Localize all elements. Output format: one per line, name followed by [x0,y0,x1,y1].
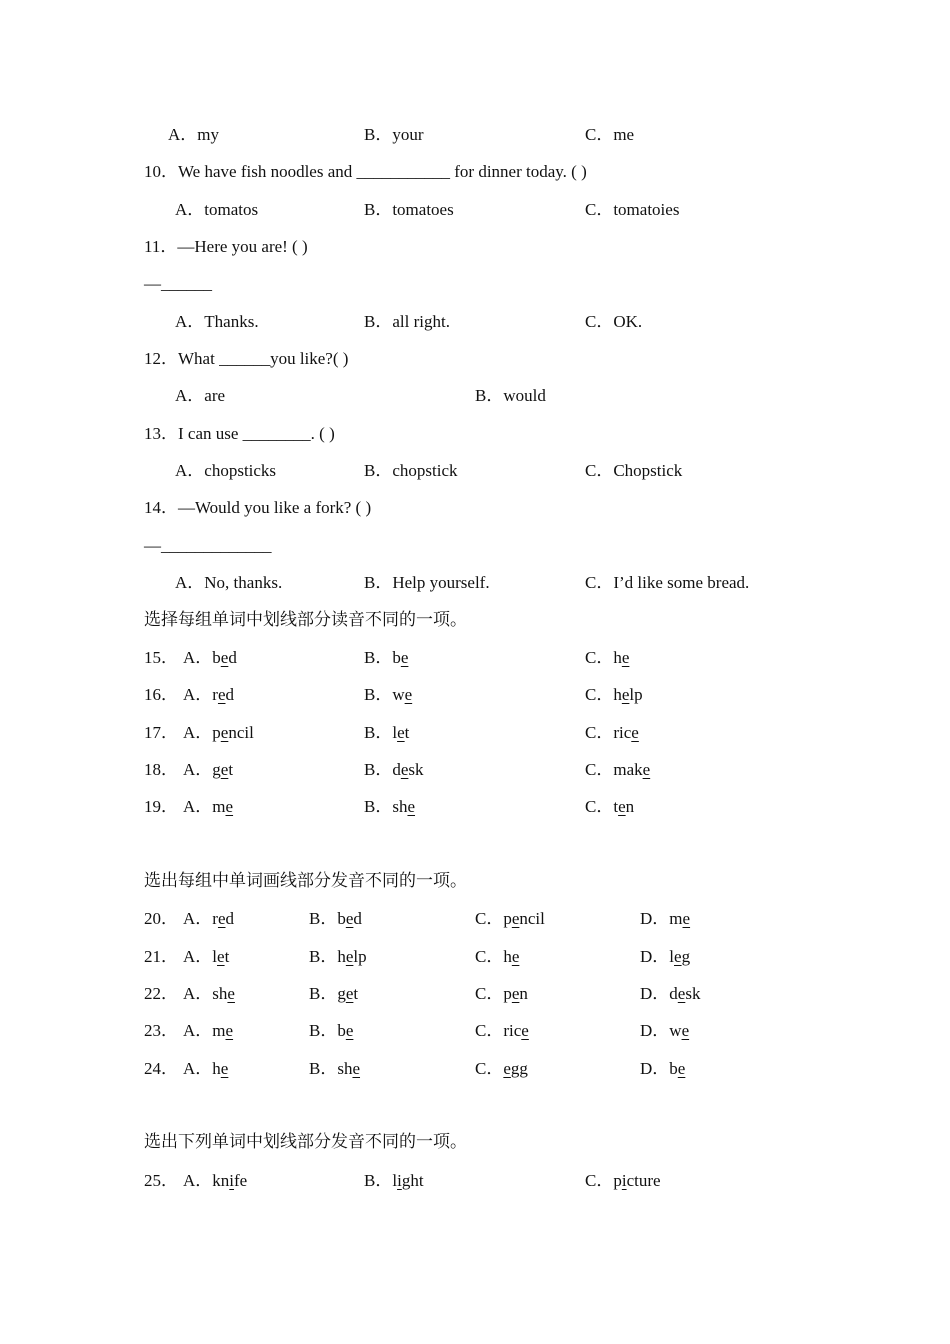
underlined-letters: e [618,797,626,816]
option-letter: B． [309,984,338,1003]
option-a [183,1019,233,1043]
option-d [640,1019,689,1043]
underlined-letters: e [352,1059,361,1078]
question-row [0,1169,950,1193]
option-c [585,758,650,782]
word-part: d [228,648,237,667]
option-b [364,1169,424,1193]
option-b: B．your [364,125,424,144]
option-c: C．OK. [585,312,643,331]
option-c [475,907,545,931]
underlined-letters: e [345,909,354,928]
word-part: n [519,984,528,1003]
option-b: B．all right. [364,312,450,331]
q11-options [0,310,950,334]
word-part: w [669,1021,682,1040]
word-part: p [503,909,512,928]
q13-stem-line [0,422,950,446]
q10-stem: 10．We have fish noodles and ___________ for dinner today. ( ) [144,162,587,181]
option-letter: C． [475,1021,504,1040]
q10-options [0,198,950,222]
option-a [183,1057,228,1081]
word-part: r [212,685,218,704]
option-letter: C． [475,1059,504,1078]
option-a: A．are [175,386,226,405]
word-part: t [228,760,234,779]
underlined-letters: e [621,648,630,667]
question-number: 18． [144,760,178,779]
word-part: l [212,947,218,966]
word-part: g [681,947,691,966]
underlined-letters: e [521,1021,529,1040]
option-c [585,683,643,707]
option-letter: A． [183,909,213,928]
underlined-letters: e [220,1059,229,1078]
option-a [183,683,234,707]
option-a [183,795,233,819]
option-a [183,982,235,1006]
word-part: b [669,1059,678,1078]
question-number: 23． [144,1021,178,1040]
option-a [183,721,254,745]
option-letter: A． [183,648,213,667]
underlined-letters: e [511,947,520,966]
q12-options [0,384,950,408]
option-letter: D． [640,1059,670,1078]
option-c [585,721,639,745]
option-letter: A． [183,760,213,779]
option-b [364,646,408,670]
option-c [585,646,629,670]
option-letter: D． [640,984,670,1003]
word-part: sh [337,1059,353,1078]
q14-stem: 14．—Would you like a fork? ( ) [144,498,372,517]
option-b: B．tomatoes [364,200,454,219]
word-part: t [613,797,619,816]
question-number: 17． [144,723,178,742]
option-b [364,795,415,819]
word-part: lp [353,947,367,966]
option-a: A．tomatos [175,200,259,219]
option-letter: C． [585,797,614,816]
option-letter: A． [183,723,213,742]
option-c: C．I’d like some bread. [585,573,750,592]
option-letter: C． [585,760,614,779]
q11-response-blank: —______ [144,274,212,293]
word-part: t [224,947,230,966]
option-letter: C． [475,947,504,966]
option-b [364,758,424,782]
q11-response-line [0,272,950,296]
word-part: ric [503,1021,522,1040]
question-row [0,1057,950,1081]
option-letter: D． [640,1021,670,1040]
q11-stem: 11．—Here you are! ( ) [144,237,308,256]
option-letter: B． [309,947,338,966]
word-part: h [337,947,346,966]
section2-heading-line [0,869,950,893]
underlined-letters: e [220,760,229,779]
word-part: h [212,1059,221,1078]
q14-response-blank: —_____________ [144,536,272,555]
word-part: l [392,723,398,742]
q14-response-line [0,534,950,558]
word-part: lp [629,685,643,704]
option-a [183,945,229,969]
word-part: m [212,1021,226,1040]
question-number: 25． [144,1171,178,1190]
option-letter: A． [183,685,213,704]
option-a: A．Thanks. [175,312,259,331]
option-a: A．No, thanks. [175,573,283,592]
underlined-letters: e [217,909,226,928]
word-part: ric [613,723,632,742]
question-number: 16． [144,685,178,704]
underlined-letters: e [220,648,229,667]
underlined-letters: e [642,760,651,779]
word-part: g [337,984,346,1003]
q12-stem: 12．What ______you like?( ) [144,349,349,368]
word-part: mak [613,760,643,779]
underlined-letters: i [621,1171,627,1190]
option-b: B．chopstick [364,461,458,480]
option-d [640,1057,685,1081]
word-part: h [503,947,512,966]
underlined-letters: e [400,648,409,667]
option-d [640,907,690,931]
section3-heading-line [0,1130,950,1154]
word-part: sh [212,984,228,1003]
word-part: l [669,947,675,966]
word-part: cture [626,1171,661,1190]
q9-options [0,123,950,147]
option-a [183,907,234,931]
option-c [475,1019,529,1043]
question-number: 21． [144,947,178,966]
word-part: kn [212,1171,230,1190]
section1-heading-line [0,608,950,632]
word-part: b [337,1021,346,1040]
option-a: A．my [168,125,219,144]
underlined-letters: e [674,947,682,966]
option-letter: C． [585,1171,614,1190]
option-c: C．Chopstick [585,461,683,480]
underlined-letters: i [229,1171,235,1190]
option-letter: D． [640,909,670,928]
question-row [0,982,950,1006]
word-part: m [669,909,683,928]
word-part: b [337,909,346,928]
option-letter: D． [640,947,670,966]
option-letter: B． [364,685,393,704]
question-row [0,907,950,931]
option-b: B．Help yourself. [364,573,490,592]
option-letter: C． [585,648,614,667]
question-number: 15． [144,648,178,667]
question-number: 24． [144,1059,178,1078]
question-row [0,1019,950,1043]
word-part: sk [685,984,701,1003]
option-a [183,758,233,782]
section-heading: 选出下列单词中划线部分发音不同的一项。 [144,1132,467,1151]
underlined-letters: e [217,685,226,704]
option-letter: C． [585,723,614,742]
question-number: 22． [144,984,178,1003]
underlined-letters: e [681,1021,690,1040]
option-letter: A． [183,797,213,816]
underlined-letters: e [407,797,416,816]
underlined-letters: e [400,760,409,779]
q13-options [0,459,950,483]
word-part: d [353,909,362,928]
underlined-letters: e [220,723,229,742]
word-part: ncil [519,909,545,928]
question-row [0,795,950,819]
word-part: p [613,1171,622,1190]
option-letter: A． [183,1059,213,1078]
option-letter: A． [183,1171,213,1190]
underlined-letters: e [345,984,354,1003]
word-part: d [225,909,234,928]
option-letter: B． [364,1171,393,1190]
underlined-letters: e [511,984,520,1003]
question-row [0,646,950,670]
word-part: fe [234,1171,248,1190]
underlined-letters: e [227,984,235,1003]
option-c [475,982,528,1006]
option-letter: C． [475,984,504,1003]
option-d [640,982,700,1006]
option-letter: C． [475,909,504,928]
word-part: l [392,1171,398,1190]
question-row [0,683,950,707]
underlined-letters: e [225,1021,234,1040]
option-c [585,1169,661,1193]
option-c: C．tomatoies [585,200,680,219]
section-heading: 选出每组中单词画线部分发音不同的一项。 [144,871,467,890]
option-b: B．would [475,386,546,405]
option-letter: B． [309,1059,338,1078]
option-letter: B． [364,723,393,742]
q14-stem-line [0,496,950,520]
option-letter: B． [364,797,393,816]
question-row [0,945,950,969]
option-a [183,646,237,670]
option-letter: C． [585,685,614,704]
word-part: d [669,984,678,1003]
word-part: g [212,760,221,779]
word-part: w [392,685,405,704]
option-c [475,1057,528,1081]
underlined-letters: e [677,984,686,1003]
question-row [0,758,950,782]
option-letter: A． [183,984,213,1003]
option-b [309,982,358,1006]
q13-stem: 13．I can use ________. ( ) [144,424,335,443]
option-b [364,683,412,707]
word-part: t [404,723,410,742]
option-b [309,907,362,931]
underlined-letters: e [404,685,413,704]
word-part: b [212,648,221,667]
word-part: t [353,984,359,1003]
underlined-letters: i [397,1171,402,1190]
underlined-letters: e [345,947,354,966]
word-part: m [212,797,226,816]
word-part: d [225,685,234,704]
option-b [309,945,367,969]
option-letter: B． [309,1021,338,1040]
underlined-letters: e [503,1059,511,1078]
question-number: 19． [144,797,178,816]
word-part: gg [510,1059,528,1078]
option-d [640,945,690,969]
q11-stem-line [0,235,950,259]
option-letter: B． [309,909,338,928]
option-c [475,945,519,969]
option-letter: A． [183,947,213,966]
word-part: ncil [228,723,254,742]
option-a: A．chopsticks [175,461,277,480]
word-part: h [613,648,622,667]
word-part: p [212,723,221,742]
underlined-letters: e [397,723,405,742]
underlined-letters: e [225,797,234,816]
option-b [309,1057,360,1081]
question-number: 20． [144,909,178,928]
question-row [0,721,950,745]
word-part: h [613,685,622,704]
underlined-letters: e [677,1059,686,1078]
option-c [585,795,634,819]
underlined-letters: e [345,1021,354,1040]
underlined-letters: e [621,685,630,704]
word-part: b [392,648,401,667]
underlined-letters: e [631,723,639,742]
option-b [309,1019,353,1043]
word-part: ght [401,1171,424,1190]
option-letter: B． [364,760,393,779]
underlined-letters: e [682,909,691,928]
q10-stem-line [0,160,950,184]
q12-stem-line [0,347,950,371]
option-a [183,1169,247,1193]
option-letter: B． [364,648,393,667]
word-part: n [625,797,635,816]
option-b [364,721,409,745]
option-letter: A． [183,1021,213,1040]
section-heading: 选择每组单词中划线部分读音不同的一项。 [144,610,467,629]
word-part: d [392,760,401,779]
q14-options [0,571,950,595]
underlined-letters: e [511,909,520,928]
option-c: C．me [585,125,635,144]
word-part: r [212,909,218,928]
word-part: sh [392,797,408,816]
underlined-letters: e [217,947,225,966]
word-part: p [503,984,512,1003]
word-part: sk [408,760,424,779]
